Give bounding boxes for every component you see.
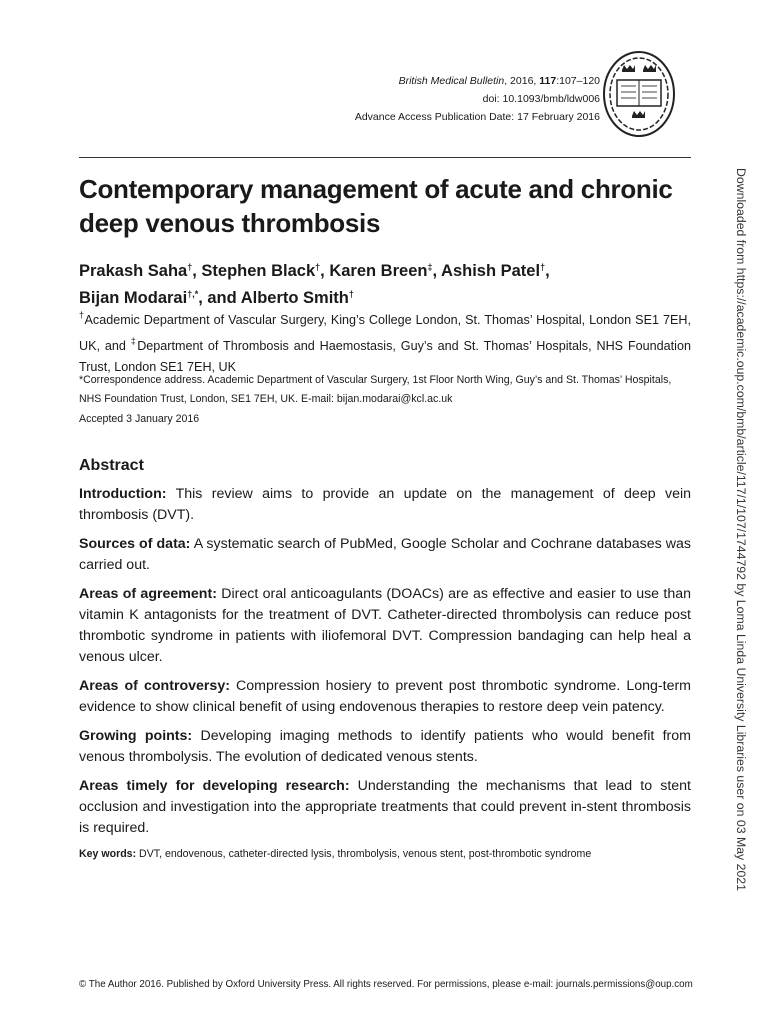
abstract-section: Areas timely for developing research: Understanding the mechanisms that lead to stent occlusion and investigation into the appropriate treatments that could prevent in-stent thrombosis is required.: [79, 778, 691, 836]
citation: [355, 72, 600, 90]
abstract-section: Introduction: This review aims to provide an update on the management of deep vein thrombosis (DVT).: [79, 486, 691, 523]
author: Ashish Patel†,: [441, 262, 550, 280]
article-title: Contemporary management of acute and chronic deep venous thrombosis: [79, 174, 673, 238]
affiliations: †Academic Department of Vascular Surgery, King’s College London, St. Thomas’ Hospital, London SE1 7EH, UK, and ‡Department of Thrombosis and Haemostasis, Guy’s and St. Thomas’ Hospitals, NHS Foundation Trust, London SE1 7EH, UK: [79, 310, 691, 374]
abstract-section: Areas of agreement: Direct oral anticoagulants (DOACs) are as effective and easier to use than vitamin K antagonists for the treatment of DVT. Catheter-directed thrombolysis can reduce post thrombotic syndrome in patients with iliofemoral DVT. Compression bandaging can help heal a venous ulcer.: [79, 586, 691, 665]
doi: doi: 10.1093/bmb/ldw006: [482, 93, 600, 105]
abstract-section: Sources of data: A systematic search of PubMed, Google Scholar and Cochrane databases was carried out.: [79, 536, 691, 573]
download-watermark: Downloaded from https://academic.oup.com/bmb/article/117/1/107/1744792 by Loma Linda University Libraries user on 03 May 2021: [734, 168, 748, 891]
citation-volume: 117: [539, 75, 557, 87]
abstract-section: Areas of controversy: Compression hosiery to prevent post thrombotic syndrome. Long-term evidence to show clinical benefit of using endovenous therapies to restore deep vein patency.: [79, 678, 691, 715]
publication-date: Advance Access Publication Date: 17 February 2016: [354, 111, 600, 123]
author-list: [79, 256, 691, 310]
abstract-section: Growing points: Developing imaging methods to identify patients who would benefit from venous thrombolysis. The evolution of dedicated venous stents.: [79, 728, 691, 765]
author: Alberto Smith†: [240, 289, 354, 307]
author: Karen Breen‡,: [329, 262, 442, 280]
citation-pages: :107–120: [556, 75, 600, 87]
accepted-date: Accepted 3 January 2016: [79, 413, 200, 425]
author: Bijan Modarai†,*, and: [79, 289, 241, 307]
copyright-footer: © The Author 2016. Published by Oxford University Press. All rights reserved. For permissions, please e-mail: journals.permissions@oup.com: [79, 979, 693, 990]
journal-meta: [355, 72, 600, 126]
journal-name: British Medical Bulletin: [398, 75, 505, 87]
abstract-heading: Abstract: [79, 457, 144, 474]
keywords: Key words: DVT, endovenous, catheter-directed lysis, thrombolysis, venous stent, post-thrombotic syndrome: [79, 848, 592, 860]
author: Stephen Black†,: [201, 262, 330, 280]
correspondence-address: *Correspondence address. Academic Department of Vascular Surgery, 1st Floor North Wing, Guy’s and St. Thomas’ Hospitals, NHS Foundation Trust, London, SE1 7EH, UK. E-mail: bijan.modarai@kcl.ac.uk: [79, 374, 672, 405]
oup-logo-icon: [600, 48, 678, 140]
header-divider: [79, 157, 691, 158]
abstract-body: [79, 484, 691, 847]
author: Prakash Saha†,: [79, 262, 202, 280]
citation-year: , 2016,: [504, 75, 540, 87]
